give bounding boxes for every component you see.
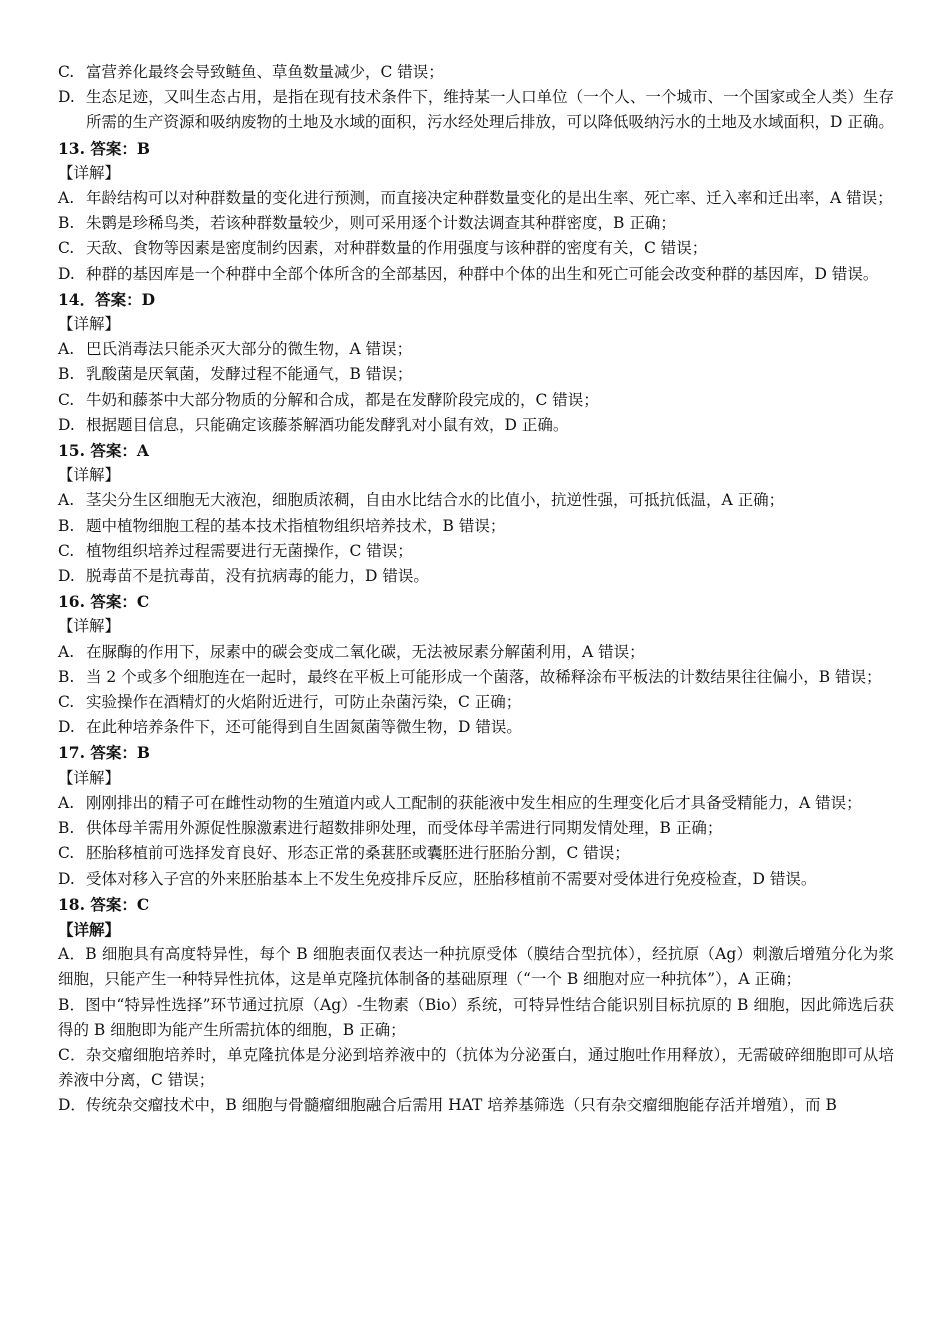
option-item bbox=[58, 362, 894, 387]
answer-document bbox=[58, 60, 894, 1119]
option-text: 植物组织培养过程需要进行无菌操作，C 错误； bbox=[86, 541, 413, 560]
option-mark: D. bbox=[58, 264, 75, 283]
option-item bbox=[58, 488, 894, 513]
question-13 bbox=[58, 136, 894, 287]
option-mark: A. bbox=[58, 491, 75, 510]
option-text: 受体对移入子宫的外来胚胎基本上不发生免疫排斥反应，胚胎移植前不需要对受体进行免疫检查，D 错误。 bbox=[86, 869, 817, 888]
answer-heading: 16. 答案：C bbox=[58, 592, 150, 612]
option-text: 在此种培养条件下，还可能得到自生固氮菌等微生物，D 错误。 bbox=[86, 718, 522, 737]
option-item bbox=[58, 665, 894, 690]
option-text: 根据题目信息，只能确定该藤茶解酒功能发酵乳对小鼠有效，D 正确。 bbox=[86, 415, 569, 434]
option-mark: A. bbox=[58, 642, 75, 661]
option-item bbox=[58, 816, 894, 841]
answer-heading: 13. 答案：B bbox=[58, 138, 150, 158]
answer-heading: 18. 答案：C bbox=[58, 894, 150, 914]
option-item bbox=[58, 85, 894, 135]
option-text: 富营养化最终会导致鲢鱼、草鱼数量减少，C 错误； bbox=[86, 63, 444, 81]
option-mark: B. bbox=[58, 819, 75, 838]
option-text: 巴氏消毒法只能杀灭大部分的微生物，A 错误； bbox=[86, 340, 413, 359]
option-mark: C. bbox=[58, 541, 75, 560]
option-item bbox=[58, 791, 894, 816]
option-text: 牛奶和藤茶中大部分物质的分解和合成，都是在发酵阶段完成的，C 错误； bbox=[86, 390, 599, 409]
answer-heading: 15. 答案：A bbox=[58, 441, 149, 461]
detail-label: 【详解】 bbox=[58, 315, 121, 334]
option-text: 乳酸菌是厌氧菌，发酵过程不能通气，B 错误； bbox=[86, 365, 413, 384]
option-mark: C. bbox=[58, 390, 75, 409]
option-text: 刚刚排出的精子可在雌性动物的生殖道内或人工配制的获能液中发生相应的生理变化后才具备受精能力，A 错误； bbox=[86, 793, 862, 812]
option-item bbox=[58, 715, 894, 740]
option-mark: B. bbox=[58, 365, 75, 384]
previous-question-items bbox=[58, 60, 894, 136]
detail-label: 【详解】 bbox=[58, 466, 121, 485]
option-text: 年龄结构可以对种群数量的变化进行预测，而直接决定种群数量变化的是出生率、死亡率、迁入率和迁出率，A 错误； bbox=[86, 189, 893, 208]
answer-heading: 17. 答案：B bbox=[58, 743, 150, 763]
option-text: 在脲酶的作用下，尿素中的碳会变成二氧化碳，无法被尿素分解菌利用，A 错误； bbox=[86, 642, 645, 661]
option-mark: A. bbox=[58, 340, 75, 359]
option-mark: D. bbox=[58, 869, 75, 888]
option-item bbox=[58, 514, 894, 539]
option-mark: C. bbox=[58, 844, 75, 863]
option-mark: D. bbox=[58, 718, 75, 737]
question-15 bbox=[58, 438, 894, 589]
option-text: 朱鹮是珍稀鸟类，若该种群数量较少，则可采用逐个计数法调查其种群密度，B 正确； bbox=[86, 214, 676, 233]
option-item bbox=[58, 690, 894, 715]
option-item bbox=[58, 564, 894, 589]
question-18 bbox=[58, 892, 894, 1119]
option-item bbox=[58, 236, 894, 261]
option-item bbox=[58, 388, 894, 413]
option-item bbox=[58, 337, 894, 362]
question-17 bbox=[58, 740, 894, 891]
option-mark: C. bbox=[58, 693, 75, 712]
option-mark: B. bbox=[58, 214, 75, 233]
option-item bbox=[58, 640, 894, 665]
detail-label: 【详解】 bbox=[58, 617, 121, 636]
option-mark: B. bbox=[58, 667, 75, 686]
option-item bbox=[58, 211, 894, 236]
explanation-paragraph: C．杂交瘤细胞培养时，单克隆抗体是分泌到培养液中的（抗体为分泌蛋白，通过胞吐作用释放），无需破碎细胞即可从培养液中分离，C 错误； bbox=[58, 1045, 894, 1090]
option-item bbox=[58, 262, 894, 287]
option-text: 当 2 个或多个细胞连在一起时，最终在平板上可能形成一个菌落，故稀释涂布平板法的计数结果往往偏小，B 错误； bbox=[86, 667, 882, 686]
option-text: 种群的基因库是一个种群中全部个体所含的全部基因，种群中个体的出生和死亡可能会改变种群的基因库，D 错误。 bbox=[86, 264, 879, 283]
option-item bbox=[58, 841, 894, 866]
option-mark: C. bbox=[58, 63, 75, 81]
option-item bbox=[58, 60, 894, 85]
option-text: 题中植物细胞工程的基本技术指植物组织培养技术，B 错误； bbox=[86, 516, 506, 535]
option-text: 茎尖分生区细胞无大液泡，细胞质浓稠，自由水比结合水的比值小，抗逆性强，可抵抗低温，A 正确； bbox=[86, 491, 785, 510]
option-text: 天敌、食物等因素是密度制约因素，对种群数量的作用强度与该种群的密度有关，C 错误； bbox=[86, 239, 708, 258]
detail-label: 【详解】 bbox=[58, 768, 121, 787]
explanation-paragraph: A．B 细胞具有高度特异性，每个 B 细胞表面仅表达一种抗原受体（膜结合型抗体），经抗原（Ag）刺激后增殖分化为浆细胞，只能产生一种特异性抗体，这是单克隆抗体制备的基础原理（“一个 B 细胞对应一种抗体”），A 正确； bbox=[58, 945, 894, 989]
option-text: 生态足迹，又叫生态占用，是指在现有技术条件下，维持某一人口单位（一个人、一个城市、一个国家或全人类）生存所需的生产资源和吸纳废物的土地及水域的面积，污水经处理后排放，可以降低吸纳污水的土地及水域面积，D 正确。 bbox=[86, 88, 894, 132]
option-mark: D. bbox=[58, 415, 75, 434]
explanation-paragraph: D．传统杂交瘤技术中，B 细胞与骨髓瘤细胞融合后需用 HAT 培养基筛选（只有杂交瘤细胞能存活并增殖），而 B bbox=[58, 1096, 837, 1115]
option-mark: D. bbox=[58, 567, 75, 586]
option-text: 脱毒苗不是抗毒苗，没有抗病毒的能力，D 错误。 bbox=[86, 567, 429, 586]
option-text: 供体母羊需用外源促性腺激素进行超数排卵处理，而受体母羊需进行同期发情处理，B 正确； bbox=[86, 819, 723, 838]
answer-heading: 14．答案：D bbox=[58, 289, 156, 309]
option-mark: A. bbox=[58, 189, 75, 208]
option-item bbox=[58, 539, 894, 564]
option-mark: D. bbox=[58, 88, 75, 107]
option-text: 胚胎移植前可选择发育良好、形态正常的桑葚胚或囊胚进行胚胎分割，C 错误； bbox=[86, 844, 630, 863]
detail-label: 【详解】 bbox=[58, 163, 121, 182]
explanation-paragraph: B．图中“特异性选择”环节通过抗原（Ag）-生物素（Bio）系统，可特异性结合能识别目标抗原的 B 细胞，因此筛选后获得的 B 细胞即为能产生所需抗体的细胞，B 正确； bbox=[58, 995, 894, 1039]
option-item bbox=[58, 186, 894, 211]
option-item bbox=[58, 413, 894, 438]
option-mark: C. bbox=[58, 239, 75, 258]
option-mark: A. bbox=[58, 793, 75, 812]
detail-label: 【详解】 bbox=[58, 919, 121, 939]
option-item bbox=[58, 867, 894, 892]
option-mark: B. bbox=[58, 516, 75, 535]
question-14 bbox=[58, 287, 894, 438]
question-16 bbox=[58, 589, 894, 740]
option-text: 实验操作在酒精灯的火焰附近进行，可防止杂菌污染，C 正确； bbox=[86, 693, 522, 712]
